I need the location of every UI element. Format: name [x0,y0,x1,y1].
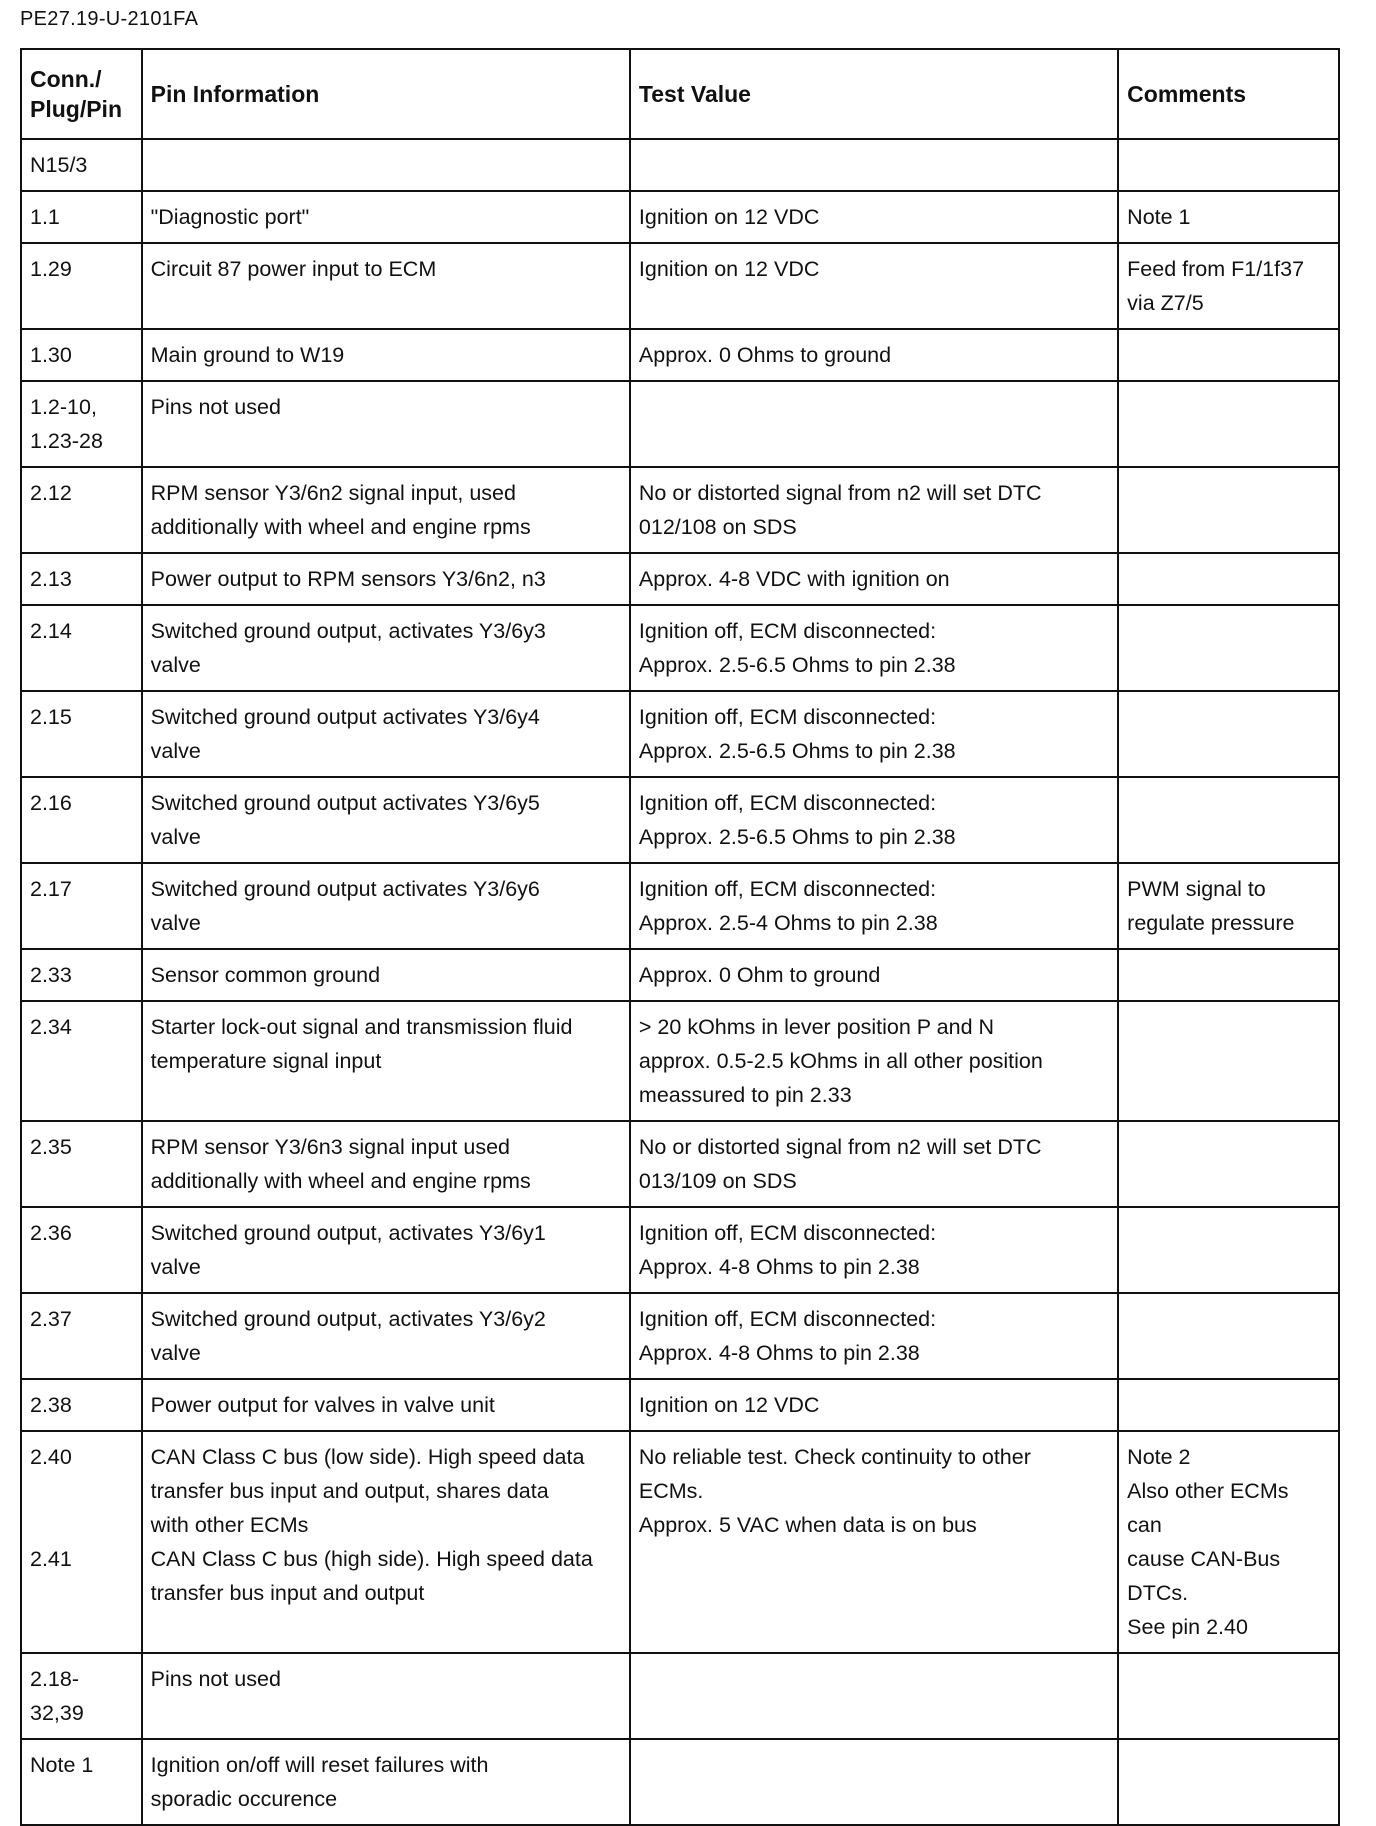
pin-table [20,48,1340,1826]
cell-test [630,1653,1118,1739]
cell-comments [1118,139,1339,191]
cell-conn: 2.37 [21,1293,142,1379]
cell-comments [1118,1293,1339,1379]
cell-info: "Diagnostic port" [142,191,630,243]
cell-comments: Note 1 [1118,191,1339,243]
cell-test: Ignition off, ECM disconnected: Approx. 2.5-4 Ohms to pin 2.38 [630,863,1118,949]
cell-conn: 2.17 [21,863,142,949]
table-row [21,863,1339,949]
table-row [21,1207,1339,1293]
cell-conn: 2.33 [21,949,142,1001]
cell-comments [1118,949,1339,1001]
cell-comments [1118,329,1339,381]
cell-comments [1118,1001,1339,1121]
cell-info: RPM sensor Y3/6n3 signal input used additionally with wheel and engine rpms [142,1121,630,1207]
cell-comments [1118,1653,1339,1739]
cell-comments: PWM signal to regulate pressure [1118,863,1339,949]
cell-comments: Feed from F1/1f37 via Z7/5 [1118,243,1339,329]
cell-conn: 2.14 [21,605,142,691]
cell-conn: 1.1 [21,191,142,243]
table-row [21,1739,1339,1825]
table-row [21,1379,1339,1431]
cell-comments [1118,691,1339,777]
cell-info: Pins not used [142,1653,630,1739]
table-row [21,1431,1339,1653]
cell-info: Switched ground output activates Y3/6y5 valve [142,777,630,863]
cell-conn: 2.16 [21,777,142,863]
cell-conn: 1.29 [21,243,142,329]
cell-test: Approx. 4-8 VDC with ignition on [630,553,1118,605]
header-row [21,49,1339,139]
cell-conn: Note 1 [21,1739,142,1825]
document-id: PE27.19-U-2101FA [20,8,199,30]
cell-test: Ignition off, ECM disconnected: Approx. 2.5-6.5 Ohms to pin 2.38 [630,777,1118,863]
cell-test: Ignition on 12 VDC [630,191,1118,243]
cell-conn: 2.40 2.41 [21,1431,142,1653]
table-row [21,553,1339,605]
cell-conn: 2.15 [21,691,142,777]
cell-test: No or distorted signal from n2 will set DTC 012/108 on SDS [630,467,1118,553]
cell-test: Ignition off, ECM disconnected: Approx. 4-8 Ohms to pin 2.38 [630,1207,1118,1293]
cell-conn: 2.38 [21,1379,142,1431]
cell-conn: 2.35 [21,1121,142,1207]
cell-conn: 2.12 [21,467,142,553]
cell-test [630,381,1118,467]
cell-info: CAN Class C bus (low side). High speed data transfer bus input and output, shares data with other ECMs CAN Class C bus (high side). High speed data transfer bus input and output [142,1431,630,1653]
cell-conn: 2.13 [21,553,142,605]
cell-info: Switched ground output, activates Y3/6y3 valve [142,605,630,691]
cell-comments [1118,381,1339,467]
cell-comments [1118,1207,1339,1293]
cell-comments [1118,605,1339,691]
table-row [21,1653,1339,1739]
table-row [21,191,1339,243]
cell-comments [1118,1379,1339,1431]
table-row [21,777,1339,863]
cell-comments [1118,553,1339,605]
table-row [21,949,1339,1001]
cell-info: Ignition on/off will reset failures with sporadic occurence [142,1739,630,1825]
cell-info: Switched ground output, activates Y3/6y1 valve [142,1207,630,1293]
table-row [21,1001,1339,1121]
table-row [21,1293,1339,1379]
cell-comments: Note 2 Also other ECMs can cause CAN-Bus DTCs. See pin 2.40 [1118,1431,1339,1653]
cell-info: Starter lock-out signal and transmission fluid temperature signal input [142,1001,630,1121]
header-test-value: Test Value [630,49,1118,139]
cell-test: > 20 kOhms in lever position P and N approx. 0.5-2.5 kOhms in all other position meassured to pin 2.33 [630,1001,1118,1121]
cell-info: Switched ground output, activates Y3/6y2 valve [142,1293,630,1379]
header-conn: Conn./ Plug/Pin [21,49,142,139]
cell-comments [1118,777,1339,863]
cell-test: Approx. 0 Ohm to ground [630,949,1118,1001]
cell-conn: 2.18-32,39 [21,1653,142,1739]
table-row [21,329,1339,381]
cell-test [630,1739,1118,1825]
cell-comments [1118,1739,1339,1825]
cell-info: RPM sensor Y3/6n2 signal input, used additionally with wheel and engine rpms [142,467,630,553]
cell-info: Power output to RPM sensors Y3/6n2, n3 [142,553,630,605]
cell-comments [1118,467,1339,553]
table-row [21,243,1339,329]
table-row [21,605,1339,691]
table-row [21,467,1339,553]
cell-conn: 2.34 [21,1001,142,1121]
table-row [21,381,1339,467]
cell-test: Ignition off, ECM disconnected: Approx. 4-8 Ohms to pin 2.38 [630,1293,1118,1379]
cell-info: Circuit 87 power input to ECM [142,243,630,329]
cell-test: Approx. 0 Ohms to ground [630,329,1118,381]
cell-comments [1118,1121,1339,1207]
cell-info: Pins not used [142,381,630,467]
cell-test: No reliable test. Check continuity to other ECMs. Approx. 5 VAC when data is on bus [630,1431,1118,1653]
cell-conn: N15/3 [21,139,142,191]
cell-info: Switched ground output activates Y3/6y4 valve [142,691,630,777]
cell-conn: 1.30 [21,329,142,381]
table-row [21,1121,1339,1207]
cell-info: Main ground to W19 [142,329,630,381]
cell-info: Sensor common ground [142,949,630,1001]
cell-test: No or distorted signal from n2 will set DTC 013/109 on SDS [630,1121,1118,1207]
table-row [21,691,1339,777]
cell-test: Ignition off, ECM disconnected: Approx. 2.5-6.5 Ohms to pin 2.38 [630,691,1118,777]
cell-test [630,139,1118,191]
cell-info [142,139,630,191]
table-row [21,139,1339,191]
cell-test: Ignition off, ECM disconnected: Approx. 2.5-6.5 Ohms to pin 2.38 [630,605,1118,691]
cell-conn: 1.2-10, 1.23-28 [21,381,142,467]
cell-info: Power output for valves in valve unit [142,1379,630,1431]
cell-test: Ignition on 12 VDC [630,1379,1118,1431]
cell-test: Ignition on 12 VDC [630,243,1118,329]
cell-conn: 2.36 [21,1207,142,1293]
header-comments: Comments [1118,49,1339,139]
cell-info: Switched ground output activates Y3/6y6 valve [142,863,630,949]
header-pin-info: Pin Information [142,49,630,139]
